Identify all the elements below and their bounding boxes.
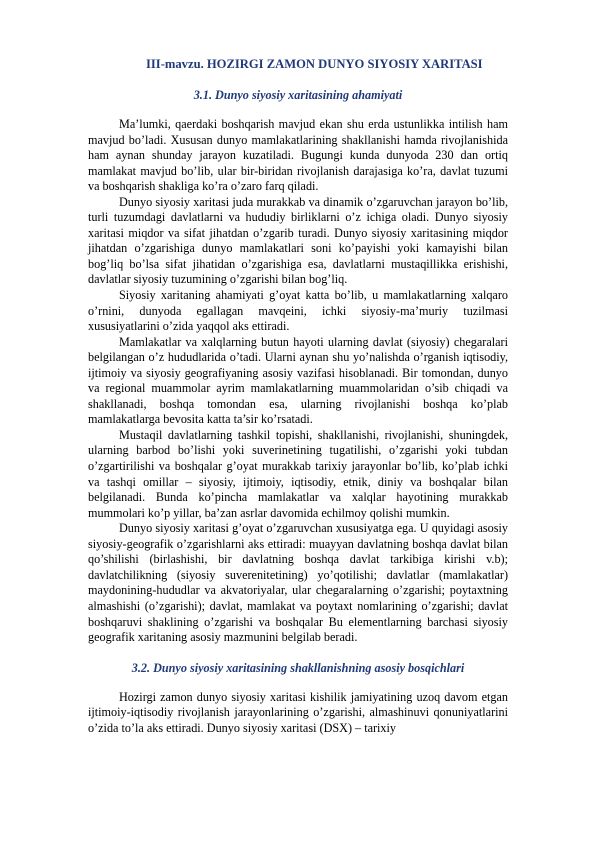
paragraph: Hozirgi zamon dunyo siyosiy xaritasi kishilik jamiyatining uzoq davom etgan ijtimoiy-iqtisodiy rivojlanish jarayonlarining o’zgarishi, almashinuvi qonuniyatlarini o’zida to’la aks ettiradi. Dunyo siyosiy xaritasi (DSX) – tarixiy <box>88 689 508 735</box>
document-page <box>88 56 508 736</box>
section-heading-3-2: 3.2. Dunyo siyosiy xaritasining shakllanishning asosiy bosqichlari <box>131 660 465 675</box>
paragraph: Dunyo siyosiy xaritasi g’oyat o’zgaruvchan xususiyatga ega. U quyidagi asosiy siyosiy-geografik o’zgarishlarni aks ettiradi: muayyan davlatning boshqa davlat bilan qo’shilishi (birlashishi, bir davlatning boshqa davlat tarkibiga kirishi v.b); davlatchilikning (siyosiy suverenitetining) yo’qotilishi; davlatlar (mamlakatlar) maydonining-hududlar va akvatoriyalar, ular chegaralarning o’zgarishi; poytaxtning almashishi (o’zgarishi); davlat, mamlakat va poytaxt nomlarining o’zgarishi; davlat boshqaruvi shaklining o’zgarishi va boshqalar Bu elementlarning barchasi siyosiy geografik xaritaning asosiy mazmunini belgilab beradi. <box>88 521 508 645</box>
paragraph: Ma’lumki, qaerdaki boshqarish mavjud ekan shu erda ustunlikka intilish ham mavjud bo’ladi. Xususan dunyo mamlakatlarining shakllanishi hamda rivojlanishida ham aynan shunday jarayon kuzatiladi. Bugungi kunda dunyoda 230 dan ortiq mamlakat mavjud bo’lib, ular bir-biridan rivojlanish darajasiga ko’ra, davlat tuzumi va boshqarish shakliga ko’ra o’zaro farq qiladi. <box>88 117 508 194</box>
paragraph: Dunyo siyosiy xaritasi juda murakkab va dinamik o’zgaruvchan jarayon bo’lib, turli tuzumdagi davlatlarni va hududiy birliklarni o’z ichiga oladi. Dunyo siyosiy xaritasi miqdor va sifat jihatdan o’zgarib turadi. Dunyo siyosiy xaritasining miqdor jihatdan o’zgarishiga dunyo mamlakatlari soni ko’payishi yoki kamayishi bilan bog’liq bo’lsa sifat jihatidan o’zgarishiga esa, davlatlarni mustaqillikka erishishi, davlatlar siyosiy tuzumining o’zgarishi bilan bog’liq. <box>88 194 508 287</box>
section-heading-3-1: 3.1. Dunyo siyosiy xaritasining ahamiyati <box>193 88 403 102</box>
paragraph: Siyosiy xaritaning ahamiyati g’oyat katta bo’lib, u mamlakatlarning xalqaro o’rnini, dunyoda egallagan mavqeini, ichki siyosiy-ma’muriy tuzilmasi xususiyatlarini o’zida yaqqol aks ettiradi. <box>88 288 508 334</box>
paragraph: Mustaqil davlatlarning tashkil topishi, shakllanishi, rivojlanishi, shuningdek, ularning barbod bo’lishi yoki suverinetining tugatilishi, o’zgarishi yoki tubdan o’zgartirilishi va boshqalar g’oyat murakkab tarixiy jarayonlar bo’lib, ko’plab ichki va tashqi omillar – siyosiy, ijtimoiy, iqtisodiy, etnik, diniy va boshqalar bilan belgilanadi. Bunda ko’pincha mamlakatlar va xalqlar hayotining murakkab mummolari ko’p yillar, ba’zan asrlar davomida echilmoy qolishi mumkin. <box>88 427 508 520</box>
document-title: III-mavzu. HOZIRGI ZAMON DUNYO SIYOSIY XARITASI <box>146 57 483 71</box>
paragraph: Mamlakatlar va xalqlarning butun hayoti ularning davlat (siyosiy) chegaralari belgilangan o’z hududlarida o’tadi. Ularni aynan shu yo’nalishda o’rganish iqtisodiy, ijtimoiy va siyosiy geografiyaning asosiy vazifasi hisoblanadi. Bir tomondan, dunyo va regional muammolar ayrim mamlakatlarning muammolaridan o’sib chiqadi va shakllanadi, boshqa tomondan esa, ularning rivojlanishi boshqa ko’plab mamlakatlarga bevosita katta ta’sir ko’rsatadi. <box>88 334 508 427</box>
